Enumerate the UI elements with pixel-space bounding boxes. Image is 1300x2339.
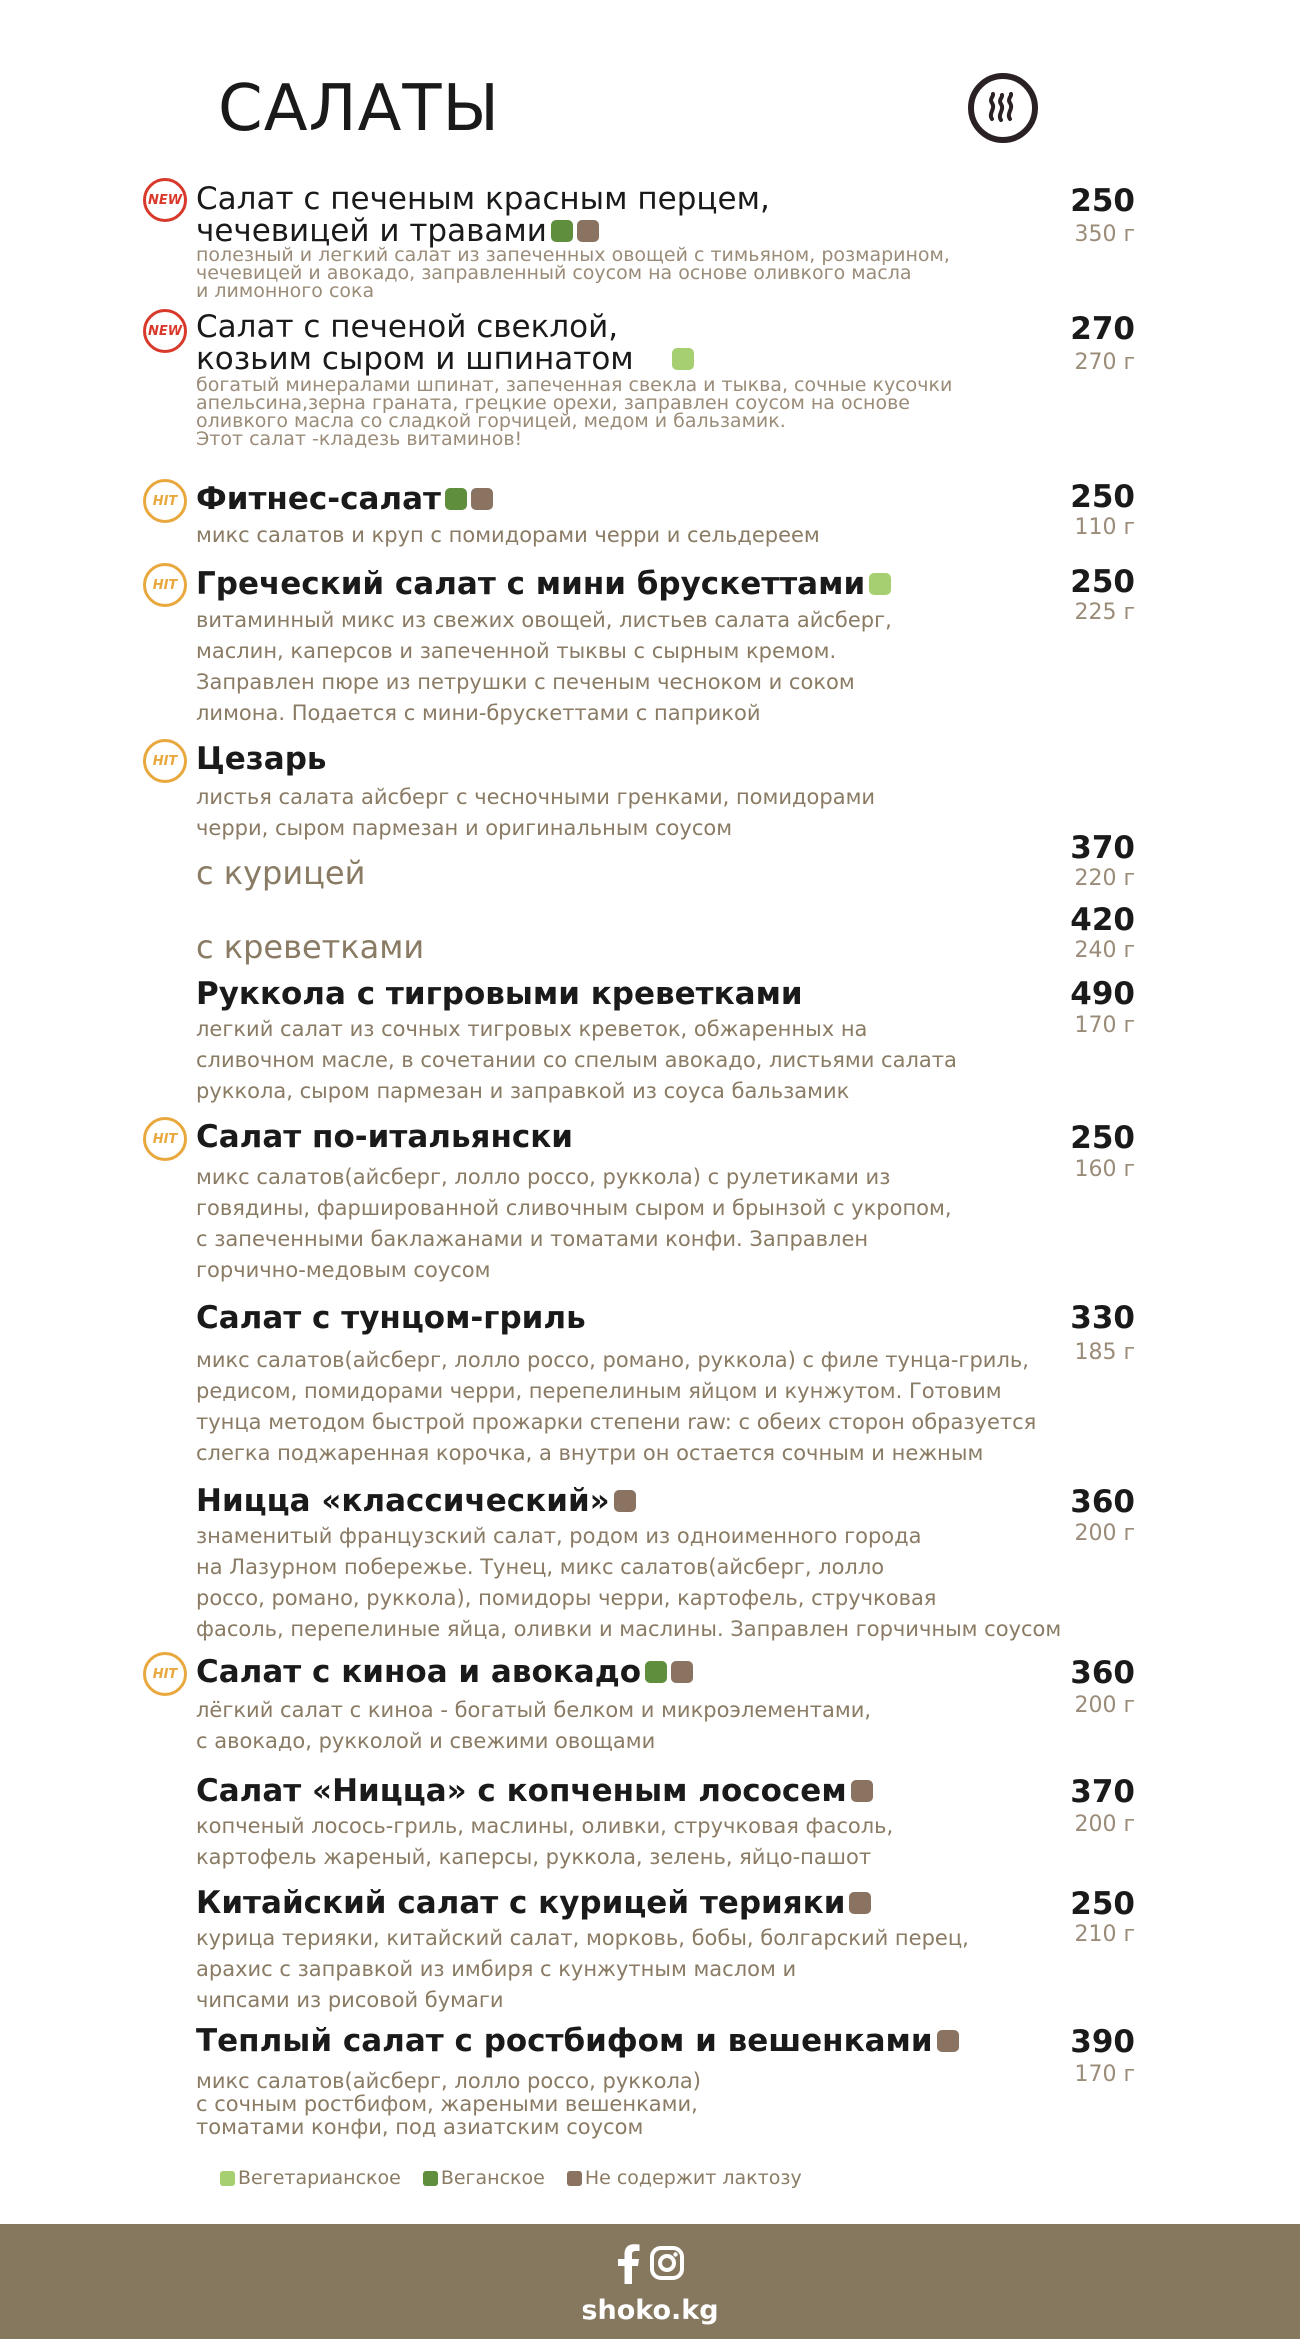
page-title: САЛАТЫ xyxy=(218,72,500,146)
lactose-free-marker xyxy=(577,220,599,242)
menu-item-description: полезный и легкий салат из запеченных овощей с тимьяном, розмарином, чечевицей и авокадо, заправленный соусом на основе оливкого масла и лимонного сока xyxy=(196,244,950,302)
menu-item-price: 270 xyxy=(1070,311,1135,347)
menu-item-description: курица терияки, китайский салат, морковь, бобы, болгарский перец, арахис с заправкой из имбиря с кунжутным маслом и чипсами из рисовой бумаги xyxy=(196,1926,969,2012)
menu-item-name: Салат с киноа и авокадо xyxy=(196,1656,693,1688)
menu-item-name: Салат с тунцом-гриль xyxy=(196,1300,586,1336)
menu-item-weight: 170 г xyxy=(1074,1013,1135,1038)
menu-item-weight: 200 г xyxy=(1074,1693,1135,1718)
vegan-marker xyxy=(551,220,573,242)
lactose-free-marker xyxy=(671,1661,693,1683)
menu-item-name: Салат по-итальянски xyxy=(196,1119,574,1155)
logo-icon xyxy=(968,73,1038,143)
menu-item-description: копченый лосось-гриль, маслины, оливки, стручковая фасоль, картофель жареный, каперсы, руккола, зелень, яйцо-пашот xyxy=(196,1814,894,1869)
menu-item-name: Теплый салат с ростбифом и вешенками xyxy=(196,2025,959,2057)
menu-item-description: микс салатов(айсберг, лолло россо, романо, руккола) с филе тунца-гриль, редисом, помидорами черри, перепелиным яйцом и кунжутом. Готовим тунца методом быстрой прожарки степени raw: с обеих сторон образуется слегка поджаренная корочка, а внутри он остается сочным и нежным xyxy=(196,1348,1037,1465)
menu-item-weight: 185 г xyxy=(1074,1340,1135,1365)
vegan-marker xyxy=(445,488,467,510)
menu-item-description: микс салатов и круп с помидорами черри и сельдереем xyxy=(196,523,820,547)
hit-badge: HIT xyxy=(143,739,187,783)
legend-item-vegetarian: Вегетарианское xyxy=(220,2167,401,2189)
menu-item-weight: 270 г xyxy=(1074,350,1135,375)
menu-variant-price: 420 xyxy=(1070,902,1135,938)
menu-item-price: 360 xyxy=(1070,1655,1135,1691)
menu-variant-weight: 240 г xyxy=(1074,938,1135,963)
hit-badge: HIT xyxy=(143,563,187,607)
legend-item-vegan: Веганское xyxy=(423,2167,545,2189)
menu-item-description: микс салатов(айсберг, лолло россо, руккола) с сочным ростбифом, жареными вешенками, томатами конфи, под азиатским соусом xyxy=(196,2069,701,2139)
menu-item-weight: 210 г xyxy=(1074,1922,1135,1947)
menu-item-price: 360 xyxy=(1070,1484,1135,1520)
menu-item-price: 250 xyxy=(1070,479,1135,515)
lactose-free-marker xyxy=(849,1892,871,1914)
menu-item-description: витаминный микс из свежих овощей, листьев салата айсберг, маслин, каперсов и запеченной тыквы с сырным кремом. Заправлен пюре из петрушки с печеным чесноком и соком лимона. Подается с мини-брускеттами с паприкой xyxy=(196,608,892,725)
menu-item-price: 370 xyxy=(1070,1774,1135,1810)
hit-badge: HIT xyxy=(143,479,187,523)
menu-item-description: легкий салат из сочных тигровых креветок, обжаренных на сливочном масле, в сочетании со спелым авокадо, листьями салата руккола, сыром пармезан и заправкой из соуса бальзамик xyxy=(196,1017,957,1103)
lactose-free-marker xyxy=(851,1780,873,1802)
legend-item-lactose-free: Не содержит лактозу xyxy=(567,2167,802,2189)
menu-item-name: Салат «Ницца» с копченым лососем xyxy=(196,1775,873,1807)
instagram-icon[interactable] xyxy=(649,2245,685,2285)
menu-item-price: 250 xyxy=(1070,564,1135,600)
menu-item-weight: 110 г xyxy=(1074,515,1135,540)
menu-item-weight: 170 г xyxy=(1074,2062,1135,2087)
menu-item-price: 330 xyxy=(1070,1300,1135,1336)
hit-badge: HIT xyxy=(143,1117,187,1161)
menu-item-name: Ницца «классический» xyxy=(196,1485,636,1517)
menu-item-price: 390 xyxy=(1070,2024,1135,2060)
lactose-free-marker xyxy=(567,2171,582,2186)
menu-item-description: богатый минералами шпинат, запеченная свекла и тыква, сочные кусочки апельсина,зерна граната, грецкие орехи, заправлен соусом на основе оливкого масла со сладкой горчицей, медом и бальзамик. Этот салат -кладезь витаминов! xyxy=(196,374,953,450)
menu-item-name: Цезарь xyxy=(196,741,327,777)
menu-item-description: микс салатов(айсберг, лолло россо, руккола) с рулетиками из говядины, фаршированной сливочным сыром и брынзой с укропом, с запеченными баклажанами и томатами конфи. Заправлен горчично-медовым соусом xyxy=(196,1165,952,1282)
lactose-free-marker xyxy=(614,1490,636,1512)
facebook-icon[interactable] xyxy=(615,2242,641,2288)
menu-item-description: листья салата айсберг с чесночными гренками, помидорами черри, сыром пармезан и оригинальным соусом xyxy=(196,785,876,840)
menu-item-weight: 160 г xyxy=(1074,1157,1135,1182)
vegan-marker xyxy=(645,1661,667,1683)
social-links xyxy=(0,2242,1300,2288)
menu-item-name: Фитнес-салат xyxy=(196,483,493,515)
menu-item-weight: 225 г xyxy=(1074,600,1135,625)
menu-item-price: 250 xyxy=(1070,1120,1135,1156)
website-link[interactable]: shoko.kg xyxy=(581,2295,719,2326)
new-badge: NEW xyxy=(143,309,187,353)
menu-item-name: Салат с печеной свеклой, козьим сыром и шпинатом xyxy=(196,311,694,375)
hit-badge: HIT xyxy=(143,1652,187,1696)
menu-item-name: Китайский салат с курицей терияки xyxy=(196,1887,871,1919)
menu-variant-label: с креветками xyxy=(196,928,425,966)
menu-item-price: 250 xyxy=(1070,183,1135,219)
menu-item-price: 250 xyxy=(1070,1886,1135,1922)
vegetarian-marker xyxy=(672,348,694,370)
menu-item-name: Руккола с тигровыми креветками xyxy=(196,976,803,1012)
menu-item-name: Греческий салат с мини брускеттами xyxy=(196,568,891,600)
menu-item-weight: 200 г xyxy=(1074,1812,1135,1837)
lactose-free-marker xyxy=(937,2030,959,2052)
new-badge: NEW xyxy=(143,178,187,222)
lactose-free-marker xyxy=(471,488,493,510)
diet-legend xyxy=(220,2167,802,2189)
vegan-marker xyxy=(423,2171,438,2186)
vegetarian-marker xyxy=(869,573,891,595)
menu-item-weight: 350 г xyxy=(1074,222,1135,247)
menu-item-description: знаменитый французский салат, родом из одноименного города на Лазурном побережье. Тунец, микс салатов(айсберг, лолло россо, романо, руккола), помидоры черри, картофель, стручковая фасоль, перепелиные яйца, оливки и маслины. Заправлен горчичным соусом xyxy=(196,1524,1062,1641)
menu-item-description: лёгкий салат с киноа - богатый белком и микроэлементами, с авокадо, рукколой и свежими овощами xyxy=(196,1698,872,1753)
menu-item-name: Салат с печеным красным перцем, чечевицей и травами xyxy=(196,181,770,249)
footer xyxy=(0,2224,1300,2339)
menu-variant-price: 370 xyxy=(1070,830,1135,866)
menu-item-price: 490 xyxy=(1070,976,1135,1012)
vegetarian-marker xyxy=(220,2171,235,2186)
menu-variant-label: с курицей xyxy=(196,854,366,892)
menu-item-weight: 200 г xyxy=(1074,1521,1135,1546)
menu-variant-weight: 220 г xyxy=(1074,866,1135,891)
